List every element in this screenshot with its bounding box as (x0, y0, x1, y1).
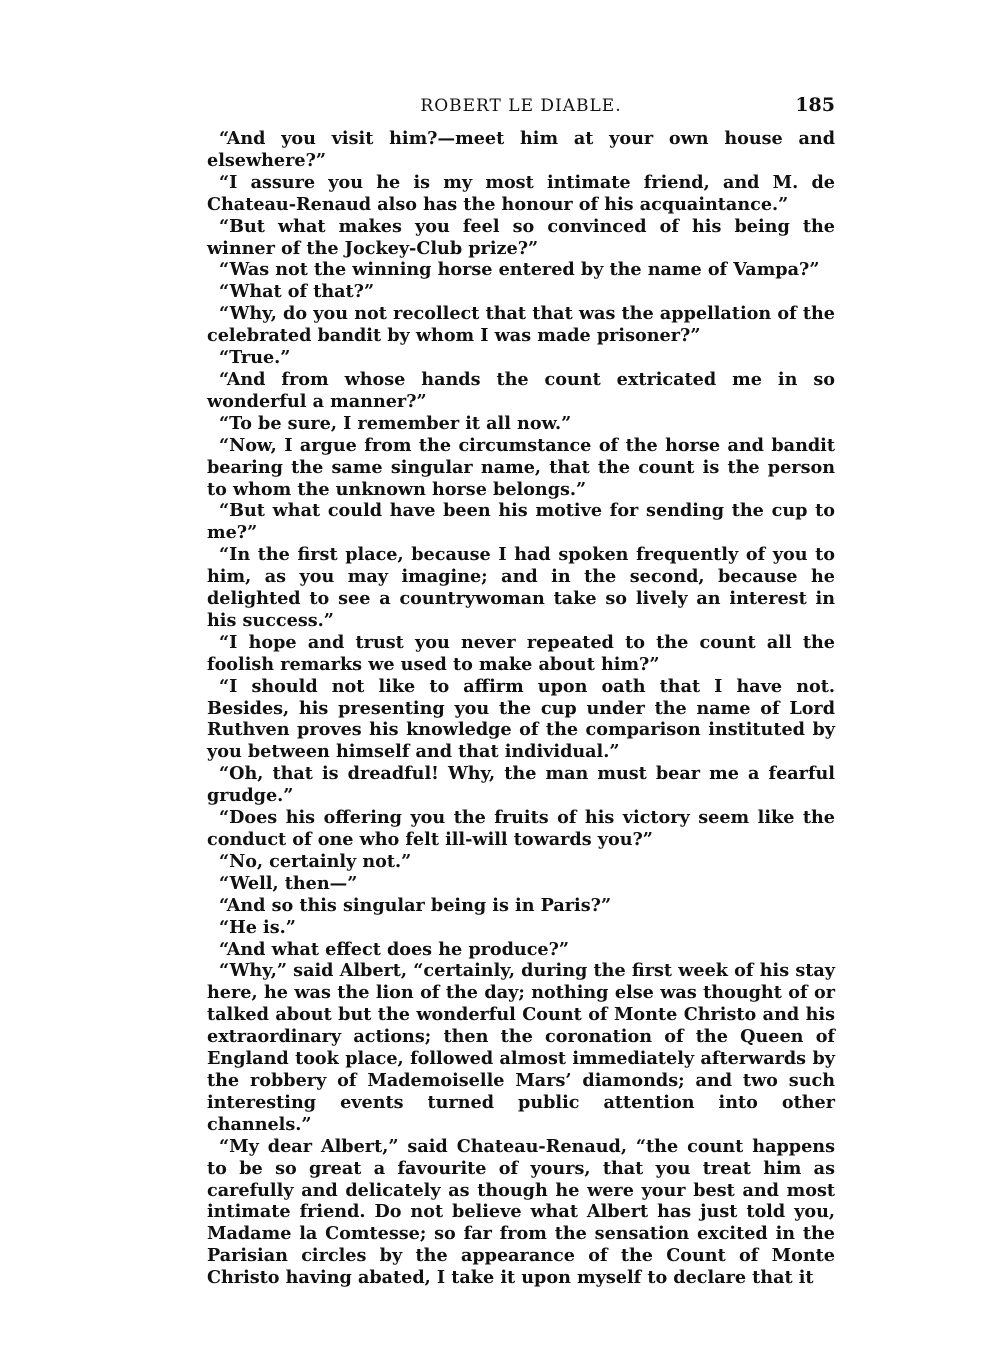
paragraph: “In the first place, because I had spoken frequently of you to him, as you may imagine; and in the second, because he delighted to see a countrywoman take so lively an interest in his success.” (207, 544, 835, 631)
paragraph: “Well, then—” (219, 872, 358, 894)
paragraph: “I assure you he is my most intimate friend, and M. de Chateau-Renaud also has the honour of his acquaintance.” (207, 171, 835, 215)
paragraph: “And so this singular being is in Paris?” (219, 894, 612, 916)
paragraph: “Why, do you not recollect that that was the appellation of the celebrated bandit by whom I was made prisoner?” (207, 303, 835, 347)
paragraph: “My dear Albert,” said Chateau-Renaud, “the count happens to be so great a favourite of yours, that you treat him as carefully and delicately as though he were your best and most intimate friend. Do not believe what Albert has just told you, Madame la Comtesse; so far from the sensation excited in the Parisian circles by the appearance of the Count of Monte Christo having abated, I take it upon myself to declare that it (207, 1135, 835, 1289)
paragraph: “He is.” (219, 916, 296, 938)
body-text (207, 128, 835, 1289)
page-number: 185 (795, 94, 835, 116)
paragraph: “And from whose hands the count extricated me in so wonderful a manner?” (207, 368, 835, 412)
paragraph: “What of that?” (219, 281, 375, 303)
paragraph: “Now, I argue from the circumstance of the horse and bandit bearing the same singular name, that the count is the person to whom the unknown horse belongs.” (207, 434, 835, 500)
paragraph: “Oh, that is dreadful! Why, the man must bear me a fearful grudge.” (207, 763, 835, 807)
paragraph: “But what makes you feel so convinced of his being the winner of the Jockey-Club prize?” (207, 215, 835, 259)
paragraph: “But what could have been his motive for sending the cup to me?” (207, 500, 835, 544)
paragraph: “Does his offering you the fruits of his victory seem like the conduct of one who felt ill-will towards you?” (207, 807, 835, 850)
paragraph: “No, certainly not.” (219, 850, 412, 872)
running-head: ROBERT LE DIABLE. (420, 96, 622, 116)
paragraph: “Was not the winning horse entered by the name of Vampa?” (219, 259, 820, 281)
paragraph: “Why,” said Albert, “certainly, during the first week of his stay here, he was the lion of the day; nothing else was thought of or talked about but the wonderful Count of Monte Christo and his extraordinary actions; then the coronation of the Queen of England took place, followed almost immediately afterwards by the robbery of Mademoiselle Mars’ diamonds; and two such interesting events turned public attention into other channels.” (207, 960, 835, 1135)
paragraph: “I hope and trust you never repeated to the count all the foolish remarks we used to make about him?” (207, 631, 835, 675)
paragraph: “True.” (219, 347, 291, 369)
paragraph: “And what effect does he produce?” (219, 938, 570, 960)
page-header (207, 96, 835, 126)
paragraph: “I should not like to affirm upon oath that I have not. Besides, his presenting you the cup under the name of Lord Ruthven proves his knowledge of the comparison instituted by you between himself and that individual.” (207, 675, 835, 763)
paragraph: “And you visit him?—meet him at your own house and elsewhere?” (207, 128, 835, 171)
paragraph: “To be sure, I remember it all now.” (219, 412, 572, 434)
